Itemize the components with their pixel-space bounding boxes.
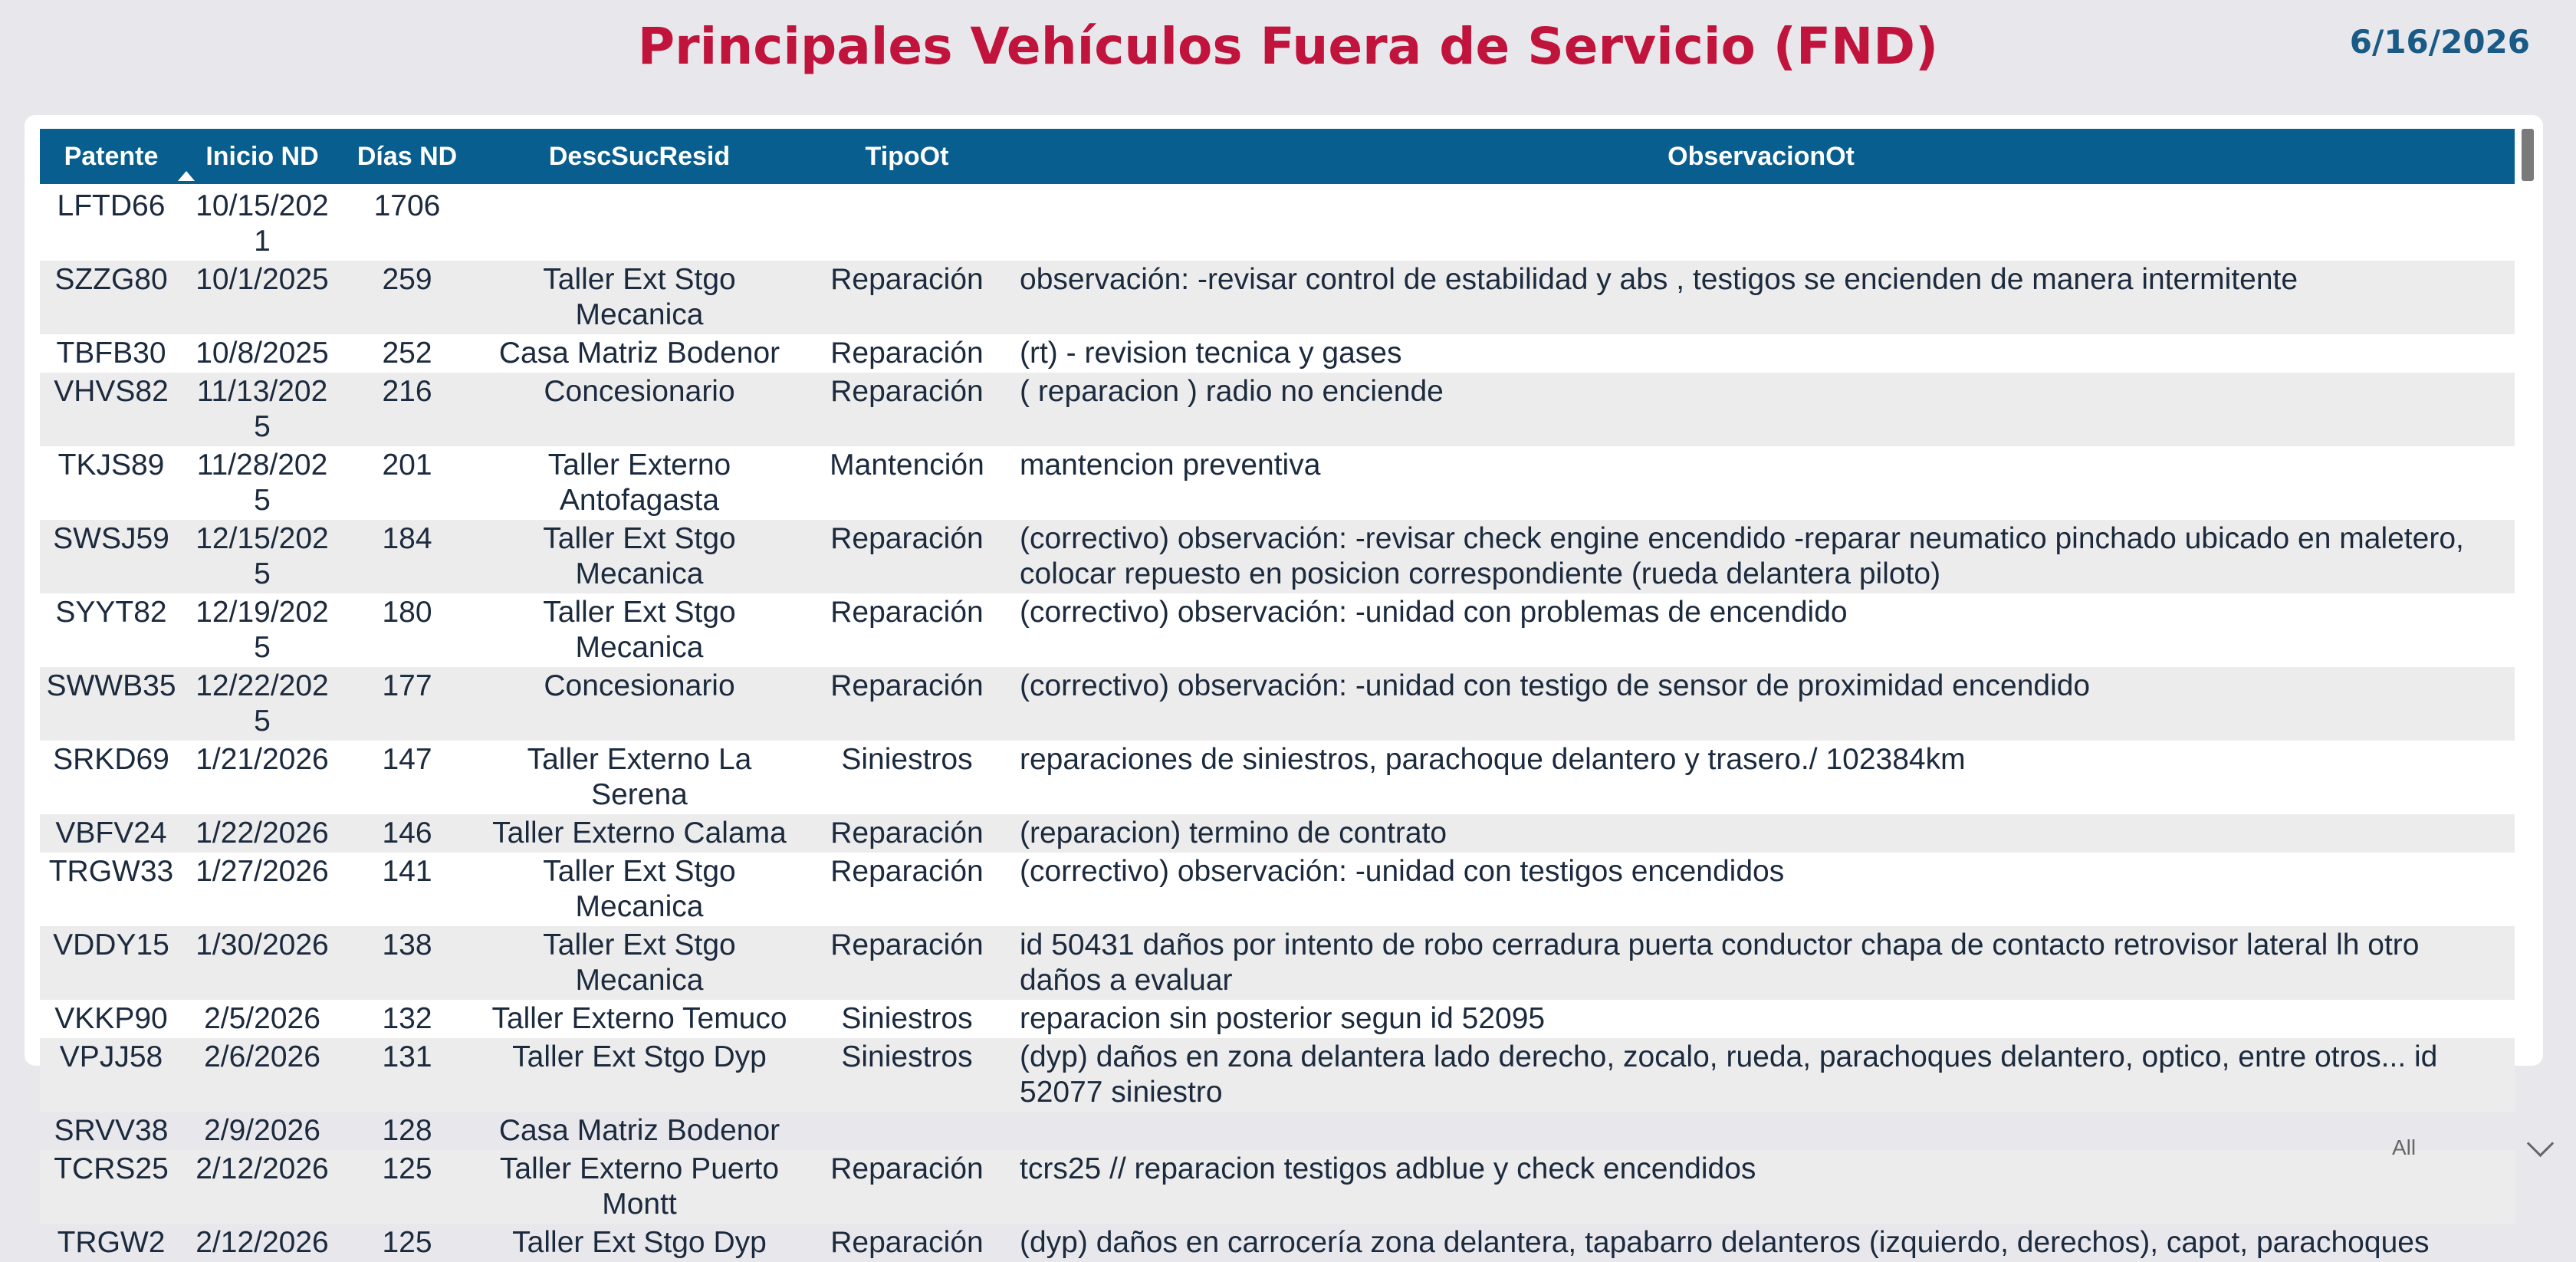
cell-descsucresid: Taller Externo Calama (472, 814, 807, 853)
cell-descsucresid: Taller Ext Stgo Mecanica (472, 926, 807, 1000)
table-row[interactable] (40, 926, 2515, 1000)
cell-inicio-nd: 10/8/2025 (196, 337, 329, 370)
table-row[interactable] (40, 667, 2515, 741)
table-row[interactable] (40, 853, 2515, 926)
cell-dias-nd: 201 (382, 449, 432, 481)
cell-inicio-nd: 12/22/2025 (182, 667, 342, 741)
cell-patente: SWWB35 (40, 667, 182, 741)
cell-inicio-nd: 11/28/2025 (196, 449, 328, 517)
cell-tipoot: Siniestros (841, 1002, 973, 1035)
scrollbar-thumb[interactable] (2522, 129, 2534, 181)
cell-tipoot: Reparación (830, 337, 984, 370)
cell-tipoot: Reparación (807, 1150, 1007, 1224)
cell-dias-nd: 146 (342, 814, 472, 853)
cell-tipoot: Siniestros (807, 1038, 1007, 1112)
cell-dias-nd: 259 (342, 261, 472, 334)
cell-inicio-nd: 11/13/2025 (182, 373, 342, 446)
cell-tipoot: Reparación (807, 814, 1007, 853)
cell-patente: TRGW33 (48, 855, 174, 888)
cell-dias-nd: 1706 (373, 189, 441, 222)
table-row[interactable] (40, 1000, 2515, 1038)
cell-inicio-nd: 2/12/2026 (182, 1150, 342, 1224)
column-header-descsucresid[interactable] (472, 129, 807, 184)
cell-observacionot: id 50431 daños por intento de robo cerradura puerta conductor chapa de contacto retrovisor lateral lh otro daños a evaluar (1007, 926, 2515, 1000)
cell-inicio-nd: 2/6/2026 (182, 1038, 342, 1112)
cell-dias-nd: 132 (382, 1002, 432, 1035)
chevron-down-icon[interactable] (2527, 1129, 2554, 1156)
cell-observacionot: reparaciones de siniestros, parachoque delantero y trasero./ 102384km (1020, 743, 1966, 776)
filter-dropdown-value: All (2392, 1135, 2417, 1159)
cell-descsucresid: Taller Ext Stgo Dyp (512, 1226, 767, 1259)
cell-patente: LFTD66 (57, 189, 166, 222)
column-header-label: Inicio ND (205, 141, 319, 171)
cell-observacionot: (reparacion) termino de contrato (1007, 814, 2515, 853)
cell-descsucresid: Taller Ext Stgo Mecanica (472, 261, 807, 334)
cell-inicio-nd: 12/15/2025 (182, 520, 342, 593)
column-header-observacionot[interactable] (1007, 129, 2515, 184)
cell-tipoot: Siniestros (841, 743, 973, 776)
cell-inicio-nd: 1/22/2026 (182, 814, 342, 853)
cell-patente: VPJJ58 (40, 1038, 182, 1112)
cell-observacionot: (rt) - revision tecnica y gases (1020, 337, 1402, 370)
cell-descsucresid (472, 184, 807, 261)
cell-descsucresid: Taller Ext Stgo Mecanica (543, 855, 736, 923)
table-row[interactable] (40, 1150, 2515, 1224)
cell-observacionot: observación: -revisar control de estabilidad y abs , testigos se encienden de manera intermitente (1007, 261, 2515, 334)
cell-patente: TKJS89 (58, 449, 165, 481)
table-row[interactable] (40, 1224, 2515, 1262)
cell-descsucresid: Taller Externo Antofagasta (547, 449, 731, 517)
table-body (40, 184, 2515, 1262)
cell-observacionot: mantencion preventiva (1020, 449, 1321, 481)
table-row[interactable] (40, 741, 2515, 814)
cell-descsucresid: Casa Matriz Bodenor (498, 337, 780, 370)
cell-observacionot: (correctivo) observación: -revisar check engine encendido -reparar neumatico pinchado ubicado en maletero, colocar repuesto en posicion correspondiente (rueda delantera piloto) (1007, 520, 2515, 593)
column-header-tipoot[interactable] (807, 129, 1007, 184)
table-row[interactable] (40, 814, 2515, 853)
cell-inicio-nd: 2/9/2026 (204, 1114, 320, 1147)
table-scroll-area[interactable] (40, 129, 2539, 1259)
filter-dropdown[interactable] (2392, 1129, 2561, 1167)
cell-tipoot (807, 184, 1007, 261)
cell-observacionot: (dyp) daños en carrocería zona delantera, tapabarro delanteros (izquierdo, derechos), capot, parachoques (1020, 1226, 2430, 1259)
cell-inicio-nd: 2/12/2026 (196, 1226, 329, 1259)
column-header-label: TipoOt (865, 141, 949, 171)
cell-tipoot (807, 1112, 1007, 1150)
column-header-label: Patente (64, 141, 159, 171)
cell-patente: TBFB30 (56, 337, 166, 370)
table-row[interactable] (40, 1112, 2515, 1150)
column-header-patente[interactable] (40, 129, 182, 184)
sort-ascending-icon (178, 171, 195, 181)
cell-inicio-nd: 2/5/2026 (204, 1002, 320, 1035)
cell-dias-nd: 125 (342, 1150, 472, 1224)
table-row[interactable] (40, 446, 2515, 520)
cell-patente: SZZG80 (40, 261, 182, 334)
table-row[interactable] (40, 261, 2515, 334)
cell-inicio-nd: 1/21/2026 (196, 743, 329, 776)
report-date: 6/16/2026 (2349, 23, 2530, 61)
cell-tipoot: Reparación (807, 667, 1007, 741)
cell-descsucresid: Taller Externo Puerto Montt (472, 1150, 807, 1224)
vehicles-table (40, 129, 2515, 1262)
cell-patente: SWSJ59 (40, 520, 182, 593)
column-header-dias-nd[interactable] (342, 129, 472, 184)
cell-dias-nd: 141 (382, 855, 432, 888)
cell-observacionot: ( reparacion ) radio no enciende (1007, 373, 2515, 446)
cell-tipoot: Reparación (807, 261, 1007, 334)
cell-inicio-nd: 1/27/2026 (196, 855, 329, 888)
cell-descsucresid: Casa Matriz Bodenor (498, 1114, 780, 1147)
cell-patente: VDDY15 (40, 926, 182, 1000)
vertical-scrollbar[interactable] (2520, 129, 2537, 1053)
cell-dias-nd: 147 (382, 743, 432, 776)
cell-inicio-nd: 10/1/2025 (182, 261, 342, 334)
cell-dias-nd: 177 (342, 667, 472, 741)
cell-dias-nd: 125 (382, 1226, 432, 1259)
cell-patente: VBFV24 (40, 814, 182, 853)
cell-observacionot: tcrs25 // reparacion testigos adblue y check encendidos (1007, 1150, 2515, 1224)
cell-dias-nd: 180 (382, 596, 432, 629)
page-title: Principales Vehículos Fuera de Servicio (FND) (637, 17, 1939, 76)
table-row[interactable] (40, 1038, 2515, 1112)
cell-tipoot: Reparación (807, 520, 1007, 593)
cell-descsucresid: Concesionario (472, 667, 807, 741)
cell-descsucresid: Taller Externo Temuco (491, 1002, 787, 1035)
cell-inicio-nd: 12/19/2025 (196, 596, 329, 664)
cell-tipoot: Reparación (830, 855, 984, 888)
cell-observacionot: (correctivo) observación: -unidad con problemas de encendido (1020, 596, 1848, 629)
cell-patente: SRVV38 (54, 1114, 169, 1147)
cell-descsucresid: Taller Ext Stgo Mecanica (543, 596, 736, 664)
cell-observacionot: (correctivo) observación: -unidad con testigos encendidos (1020, 855, 1785, 888)
cell-tipoot: Reparación (807, 373, 1007, 446)
cell-dias-nd: 131 (342, 1038, 472, 1112)
table-row[interactable] (40, 373, 2515, 446)
cell-dias-nd: 216 (342, 373, 472, 446)
cell-descsucresid: Taller Externo La Serena (527, 743, 752, 811)
column-header-label: ObservacionOt (1668, 141, 1855, 171)
cell-tipoot: Reparación (830, 596, 984, 629)
column-header-inicio-nd[interactable] (182, 129, 342, 184)
cell-dias-nd: 138 (342, 926, 472, 1000)
cell-patente: SYYT82 (55, 596, 167, 629)
table-row[interactable] (40, 520, 2515, 593)
cell-descsucresid: Taller Ext Stgo Mecanica (472, 520, 807, 593)
cell-observacionot (1007, 1112, 2515, 1150)
cell-tipoot: Mantención (830, 449, 984, 481)
table-row[interactable] (40, 184, 2515, 261)
cell-inicio-nd: 10/15/2021 (196, 189, 329, 258)
cell-tipoot: Reparación (807, 926, 1007, 1000)
cell-patente: TRGW2 (57, 1226, 166, 1259)
cell-inicio-nd: 1/30/2026 (182, 926, 342, 1000)
column-header-label: DescSucResid (548, 141, 731, 171)
cell-patente: SRKD69 (53, 743, 169, 776)
cell-patente: VKKP90 (54, 1002, 168, 1035)
cell-dias-nd: 252 (382, 337, 432, 370)
table-header-row (40, 129, 2515, 184)
cell-observacionot (1007, 184, 2515, 261)
column-header-label: Días ND (356, 141, 458, 171)
table-row[interactable] (40, 334, 2515, 373)
cell-observacionot: reparacion sin posterior segun id 52095 (1020, 1002, 1546, 1035)
table-row[interactable] (40, 593, 2515, 667)
cell-tipoot: Reparación (830, 1226, 984, 1259)
cell-patente: VHVS82 (40, 373, 182, 446)
cell-dias-nd: 128 (382, 1114, 432, 1147)
cell-observacionot: (dyp) daños en zona delantera lado derecho, zocalo, rueda, parachoques delantero, optico, entre otros... id 52077 siniestro (1007, 1038, 2515, 1112)
table-visual (25, 115, 2543, 1259)
cell-observacionot: (correctivo) observación: -unidad con testigo de sensor de proximidad encendido (1007, 667, 2515, 741)
cell-descsucresid: Taller Ext Stgo Dyp (472, 1038, 807, 1112)
cell-dias-nd: 184 (342, 520, 472, 593)
cell-patente: TCRS25 (40, 1150, 182, 1224)
cell-descsucresid: Concesionario (472, 373, 807, 446)
